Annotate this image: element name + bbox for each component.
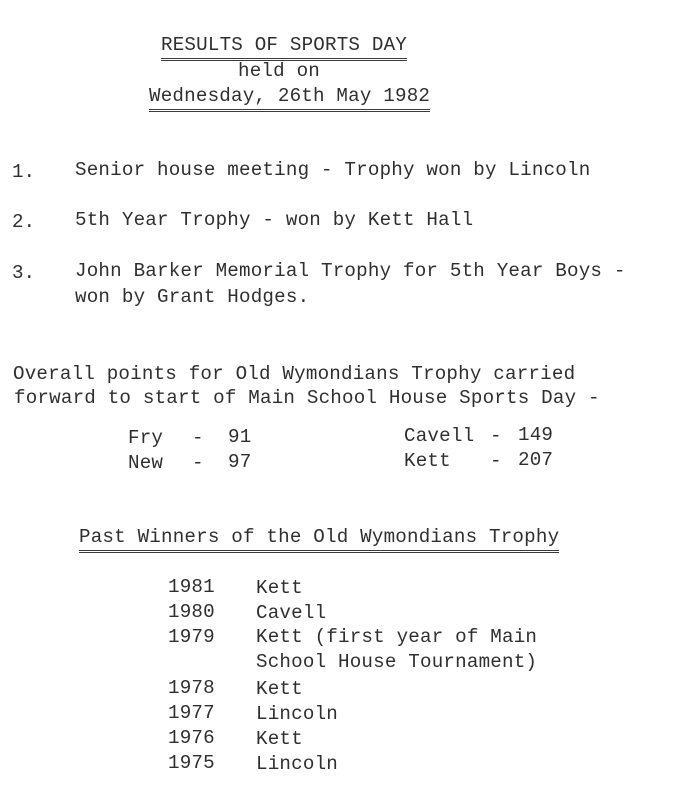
result-number: 3. [12, 262, 36, 284]
points-house: Kett [404, 450, 451, 472]
winner-name: Kett [256, 678, 303, 700]
points-dash: - [490, 450, 502, 472]
points-house: Fry [128, 427, 164, 449]
overall-text: Overall points for Old Wymondians Trophy carried [13, 363, 576, 385]
winner-year: 1978 [168, 677, 215, 699]
points-dash: - [490, 425, 502, 447]
winner-year: 1975 [168, 752, 215, 774]
result-number: 2. [12, 211, 36, 233]
result-text: won by Grant Hodges. [75, 286, 310, 308]
winner-year: 1977 [168, 702, 215, 724]
winner-name: Lincoln [256, 753, 339, 775]
winner-year: 1980 [168, 601, 215, 623]
points-score: 91 [228, 426, 252, 448]
result-number: 1. [12, 161, 36, 183]
past-winners-heading: Past Winners of the Old Wymondians Trophy [79, 525, 559, 553]
points-dash: - [192, 427, 204, 449]
overall-text: forward to start of Main School House Sports Day - [14, 387, 600, 409]
points-dash: - [192, 452, 204, 474]
winner-name: Kett [256, 577, 303, 599]
result-text: Senior house meeting - Trophy won by Lincoln [75, 159, 591, 181]
points-score: 207 [518, 449, 554, 471]
document-date: Wednesday, 26th May 1982 [149, 84, 430, 112]
winner-name: Lincoln [256, 703, 339, 725]
document-subtitle: held on [238, 60, 321, 82]
points-score: 97 [228, 451, 252, 473]
winner-name: School House Tournament) [256, 651, 538, 673]
winner-year: 1981 [168, 576, 215, 598]
winner-name: Cavell [256, 602, 327, 624]
document-title: RESULTS OF SPORTS DAY [161, 33, 407, 61]
result-text: 5th Year Trophy - won by Kett Hall [75, 209, 474, 231]
points-house: New [128, 452, 164, 474]
points-score: 149 [518, 424, 554, 446]
winner-name: Kett (first year of Main [256, 626, 538, 648]
points-house: Cavell [404, 425, 475, 447]
winner-name: Kett [256, 728, 303, 750]
winner-year: 1979 [168, 626, 215, 648]
winner-year: 1976 [168, 727, 215, 749]
result-text: John Barker Memorial Trophy for 5th Year Boys - [75, 260, 626, 282]
